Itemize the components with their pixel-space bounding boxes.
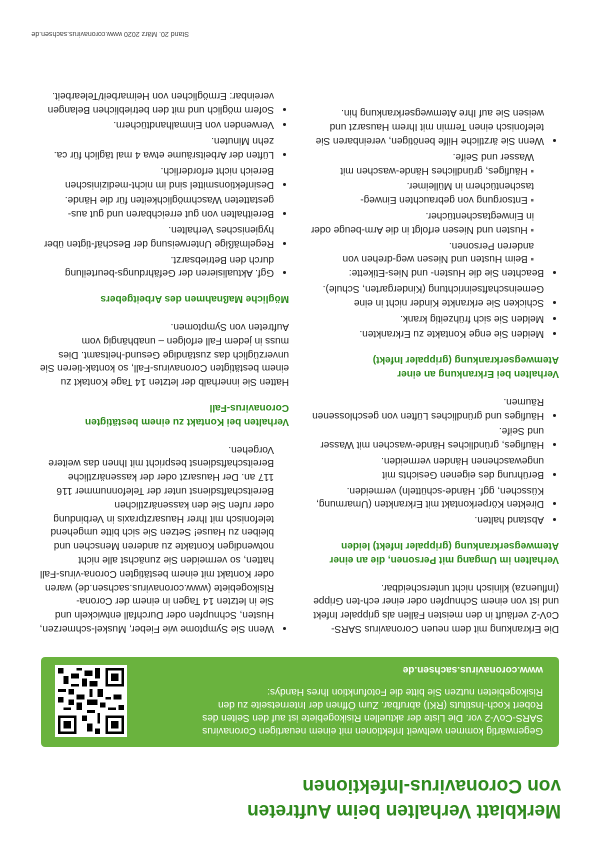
list-item: • Lüften der Arbeitsräume etwa 4 mal täglich für ca. zehn Minuten.	[39, 134, 274, 162]
list-item: • Ggf. Aktualisieren der Gefährdungs-beurteilung durch den Betriebsarzt.	[39, 252, 274, 280]
list-item: • Desinfektionsmittel sind im nicht-medizinischen Bereich nicht erforderlich.	[39, 163, 274, 191]
list-item: • Häufiges und gründliches Lüften von geschlossenen Räumen.	[309, 394, 544, 422]
section-heading-employer: Mögliche Maßnahmen des Arbeitgebers	[100, 293, 289, 305]
footer-note: Stand 20. März 2020 www.coronavirus.sachsen.de	[31, 30, 189, 37]
list-item: • Wenn Sie ärztliche Hilfe benötigen, vereinbaren Sie telefonisch einen Termin mit Ihrem Hausarzt und weisen Sie auf Ihre Atemwegserkrankung hin.	[309, 106, 544, 147]
sublist-item: ▪ Beim Husten und Niesen weg-drehen von anderen Personen.	[309, 238, 534, 266]
list-item: • Regelmäßige Unterweisung der Beschäf-tigten über hygienisches Verhalten.	[39, 222, 274, 250]
list-item: • Direkten Körperkontakt mit Erkrankten (Umarmung, Küsschen, ggf. Hände-schütteln) vermeiden.	[309, 483, 544, 511]
right-column	[39, 74, 289, 635]
list-item: • Sofern möglich und mit den betrieblichen Belangen vereinbar: Ermöglichen von Heimarbeit/Telearbeit.	[39, 88, 274, 116]
left-column	[309, 92, 559, 635]
illness-behaviour-list	[309, 106, 559, 341]
list-item: • Melden Sie sich frühzeitig krank.	[309, 311, 544, 325]
list-item: • Abstand halten.	[309, 512, 544, 526]
section-heading-illness: Verhalten bei Erkrankung an einer Atemwegserkrankung (grippaler Infekt)	[372, 354, 559, 380]
employer-measures-list	[39, 88, 289, 279]
section-heading-contact: Verhalten im Umgang mit Personen, die an einer Atemwegserkrankung (grippaler Infekt) leiden	[329, 540, 559, 565]
list-item: • Bereithalten von gut erreichbaren und gut aus-gestatteten Waschmöglichkeiten für die Hände.	[39, 193, 274, 221]
list-item: • Wenn Sie Symptome wie Fieber, Muskel-schmerzen, Husten, Schnupfen oder Durchfall entwickeln und Sie in letzten 14 Tagen in einem der Corona-Risikogebiete (www.coronavirus.sachsen.de) waren oder Kontakt mit einem bestätigten Corona-virus-Fall hatten, so vermeiden Sie zunächst alle nicht notwendigen Kontakte zu anderen Menschen und bleiben zu Hause! Setzen Sie sich bitte umgehend telefonisch mit Ihrer Hausarztpraxis in Verbindung oder rufen Sie den kassenärztlichen Bereitschaftsdienst unter der Telefonnummer 116 117 an. Der Hausarzt oder der kassenärztliche Bereitschaftsdienst bespricht mit Ihnen das weitere Vorgehen.	[39, 442, 274, 635]
list-item: • Häufiges, gründliches Hände-waschen mit Wasser und Seife.	[309, 424, 544, 452]
list-item: • Berührung des eigenen Gesichts mit ungewaschenen Händen vermeiden.	[309, 453, 544, 481]
title-line-1: Merkblatt Verhalten beim Auftreten	[247, 800, 561, 821]
title-line-2: von Coronavirus-Infektionen	[302, 775, 561, 796]
info-banner	[41, 657, 559, 747]
list-item: • Verwenden von Einmalhandtüchern.	[39, 118, 274, 132]
section-heading-confirmed-case: Verhalten bei Kontakt zu einem bestätigten Coronavirus-Fall	[85, 402, 289, 427]
list-item: • Schicken Sie erkrankte Kinder nicht in eine Gemeinschaftseinrichtung (Kindergarten, Schule).	[309, 281, 544, 309]
etiquette-sublist	[309, 149, 544, 265]
sublist-item: ▪ Entsorgung von gebrauchten Einweg-taschentüchern in Mülleimer.	[309, 179, 534, 207]
qr-code-icon	[55, 665, 127, 737]
banner-text: Gegenwärtig kommen weltweit Infektionen mit einem neuartigen Coronavirus SARS-CoV-2 vor. Die Liste der aktuellen Risikogebiete ist auf den Seiten des Robert Koch-Instituts (RKI) abrufbar. Zum Öffnen der Internetseite zu den Risikogebieten nutzen Sie bitte die Fotofunktion Ihres Handys:	[202, 686, 543, 736]
symptoms-list	[39, 442, 289, 635]
intro-paragraph: Die Erkrankung mit dem neuen Coronavirus SARS-CoV-2 verläuft in den meisten Fällen als grippaler Infekt und ist von einem Schnupfen oder einer ech-ten Grippe (Influenza) klinisch nicht unterscheidbar.	[313, 581, 559, 634]
list-item: • Meiden Sie enge Kontakte zu Erkrankten.	[309, 327, 544, 341]
list-item-label: Beachten Sie die Husten- und Nies-Etikette:	[348, 267, 544, 279]
sublist-item: ▪ Husten und Niesen erfolgt in die Arm-beuge oder in Einwegtaschentücher.	[309, 208, 534, 236]
list-item	[309, 149, 544, 279]
sublist-item: ▪ Häufiges, gründliches Hände-waschen mit Wasser und Seife.	[309, 149, 534, 177]
contact-behaviour-list	[309, 394, 559, 526]
confirmed-case-paragraph: Hatten Sie innerhalb der letzten 14 Tage Kontakt zu einem bestätigten Coronavirus-Fall, so kontak-tieren Sie unverzüglich das zuständige Gesund-heitsamt. Dies muss in jedem Fall erfolgen – unabhängig vom Auftreten von Symptomen.	[39, 321, 289, 388]
banner-link[interactable]: www.coronavirus.sachsen.de	[402, 664, 543, 675]
